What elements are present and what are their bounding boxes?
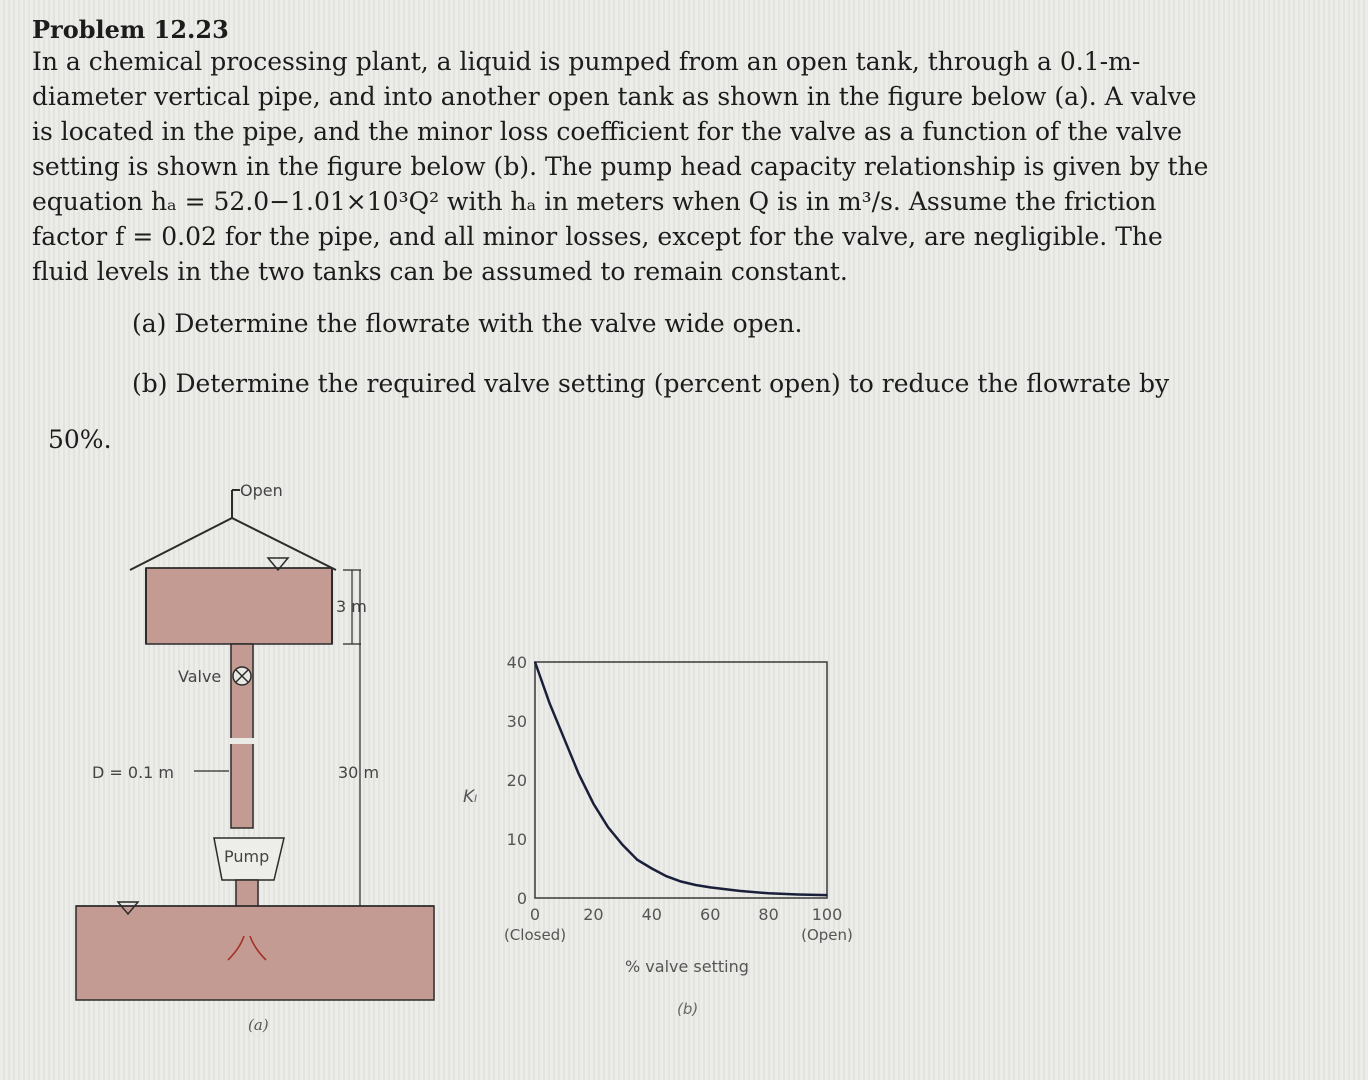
x-tick-label: 100 — [811, 905, 843, 924]
problem-title: Problem 12.23 — [32, 15, 229, 44]
question-b-continued: 50%. — [48, 425, 112, 454]
x-tick-label: 20 — [583, 905, 604, 924]
kl-curve-point — [695, 884, 697, 886]
x-tick-sublabel: (Open) — [801, 926, 853, 944]
kl-curve-point — [549, 703, 551, 705]
kl-curve-point — [651, 868, 653, 870]
kl-curve-point — [739, 890, 741, 892]
upper-tank-roof — [130, 518, 336, 570]
statement-line: setting is shown in the figure below (b). The pump head capacity relationship is given by the — [32, 152, 1209, 181]
kl-curve-point — [826, 894, 828, 896]
pump-label: Pump — [224, 847, 270, 866]
lower-tank-liquid — [76, 906, 434, 1000]
kl-curve-point — [680, 881, 682, 883]
kl-curve-point — [593, 803, 595, 805]
x-tick-label: 60 — [700, 905, 721, 924]
y-tick-label: 0 — [516, 889, 527, 908]
dim-height-label: 30 m — [338, 763, 380, 782]
kl-curve-line — [535, 662, 827, 895]
open-label: Open — [240, 481, 283, 500]
x-tick-label: 40 — [641, 905, 662, 924]
figure-a-caption: (a) — [248, 1016, 269, 1034]
figure-b-caption: (b) — [677, 1000, 699, 1018]
kl-curve-point — [666, 875, 668, 877]
kl-curve-point — [607, 826, 609, 828]
x-tick-label: 0 — [529, 905, 541, 924]
chart-frame — [535, 662, 827, 898]
kl-curve-point — [534, 661, 536, 663]
figure-b-chart — [455, 640, 895, 1030]
figure-a-schematic — [0, 470, 450, 1050]
kl-curve-point — [622, 844, 624, 846]
upper-tank-liquid — [146, 568, 332, 644]
statement-line: is located in the pipe, and the minor loss coefficient for the valve as a function of the valve — [32, 117, 1183, 146]
dim-top-label: 3 m — [336, 597, 367, 616]
statement-line: factor f = 0.02 for the pipe, and all minor losses, except for the valve, are negligible. The — [32, 222, 1163, 251]
statement-line: fluid levels in the two tanks can be assumed to remain constant. — [32, 257, 848, 286]
kl-curve-point — [636, 859, 638, 861]
y-tick-label: 30 — [506, 712, 527, 731]
x-axis-label: % valve setting — [625, 957, 749, 976]
kl-curve-point — [709, 887, 711, 889]
question-a: (a) Determine the flowrate with the valve wide open. — [132, 309, 803, 338]
statement-line: diameter vertical pipe, and into another open tank as shown in the figure below (a). A valve — [32, 82, 1197, 111]
valve-label: Valve — [178, 667, 222, 686]
y-tick-label: 40 — [506, 653, 527, 672]
y-tick-label: 20 — [506, 771, 527, 790]
x-tick-sublabel: (Closed) — [503, 926, 567, 944]
question-b: (b) Determine the required valve setting (percent open) to reduce the flowrate by — [132, 369, 1170, 398]
kl-curve-point — [578, 773, 580, 775]
y-axis-label: Kₗ — [463, 787, 477, 807]
kl-curve-point — [768, 892, 770, 894]
pipe-break — [229, 738, 255, 744]
y-tick-label: 10 — [506, 830, 527, 849]
kl-curve-point — [563, 738, 565, 740]
statement-line: equation hₐ = 52.0−1.01×10³Q² with hₐ in meters when Q is in m³/s. Assume the friction — [32, 187, 1157, 216]
statement-line: In a chemical processing plant, a liquid is pumped from an open tank, through a 0.1-m- — [32, 47, 1141, 76]
x-tick-label: 80 — [758, 905, 779, 924]
kl-curve-point — [797, 894, 799, 896]
problem-statement — [32, 44, 1208, 289]
diameter-label: D = 0.1 m — [92, 763, 175, 782]
